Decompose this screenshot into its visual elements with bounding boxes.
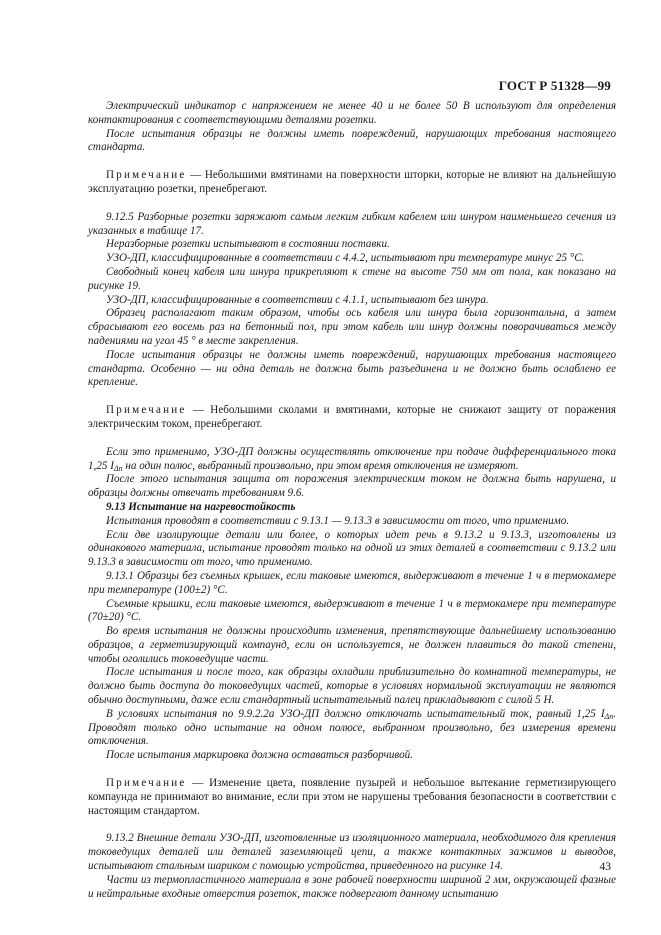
page-number: 43 — [599, 861, 611, 873]
paragraph: После этого испытания защита от поражения электрическим током не должна быть нарушена, и образцы должны отвечать требованиям 9.6. — [88, 473, 616, 500]
text-run: В условиях испытания по 9.9.2.2а УЗО-ДП должно отключать испытательный ток, равный 1,25 I — [106, 707, 605, 720]
paragraph: После испытания и после того, как образцы охладили приблизительно до комнатной температуры, не должно быть доступа до токоведущих частей, которые в условиях нормальной эксплуатации не являются обычно доступными, даже если стандартный испытательный палец прикладывают с силой 5 Н. — [88, 666, 616, 707]
text-run: . Проводят только одно испытание на одном полюсе, выбранном произвольно, без измерения времени отключения. — [88, 707, 616, 748]
paragraph: Части из термопластичного материала в зоне рабочей поверхности шириной 2 мм, окружающей фазные и нейтральные входные отверстия розеток, также подвергают данному испытанию — [88, 873, 616, 900]
paragraph — [88, 446, 616, 474]
note-label: Примечание — [106, 404, 187, 417]
page-body — [88, 100, 616, 901]
note-text: — Изменение цвета, появление пузырей и небольшое вытекание герметизирующего компаунда не принимают во внимание, если при этом не нарушены требования безопасности в соответствии с настоящим стандартом. — [88, 777, 616, 817]
paragraph: Испытания проводят в соответствии с 9.13.1 — 9.13.3 в зависимости от того, что применимо. — [106, 514, 570, 527]
paragraph: Во время испытания не должны происходить изменения, препятствующие дальнейшему использованию образцов, а герметизирующий компаунд, если он используется, не должен плавиться до такой степени, чтобы оголились токоведущие части. — [88, 625, 616, 665]
note-paragraph — [88, 404, 616, 432]
note-text: — Небольшими вмятинами на поверхности шторки, которые не влияют на дальнейшую эксплуатацию розетки, пренебрегают. — [88, 169, 616, 195]
text-run: на один полюс, выбранный произвольно, при этом время отключения не измеряют. — [122, 459, 519, 472]
note-label: Примечание — [106, 169, 187, 182]
paragraph: УЗО-ДП, классифицированные в соответствии с 4.1.1, испытывают без шнура. — [106, 293, 489, 306]
text-run: Если это применимо, УЗО-ДП должны осуществлять отключение при подаче дифференциального тока 1,25 I — [88, 445, 616, 472]
paragraph: Образец располагают таким образом, чтобы ось кабеля или шнура была горизонтальна, а затем сбрасывают его восемь раз на бетонный пол, при этом кабель или шнур должны поворачиваться между падениями на угол 45 ° в месте закрепления. — [88, 307, 616, 347]
paragraph: Съемные крышки, если таковые имеются, выдерживают в течение 1 ч в термокамере при температуре (70±20) °С. — [88, 597, 616, 624]
paragraph: После испытания маркировка должна оставаться разборчивой. — [106, 749, 413, 762]
note-paragraph — [88, 169, 616, 197]
paragraph: Если две изолирующие детали или более, о которых идет речь в 9.13.2 и 9.13.3, изготовлены из одинакового материала, испытание проводят только на одной из этих деталей в соответствии с 9.13.2 или 9.13.3 в зависимости от того, что применимо. — [88, 528, 616, 569]
paragraph — [88, 708, 616, 749]
note-label: Примечание — [106, 777, 187, 790]
document-header: ГОСТ Р 51328—99 — [498, 78, 611, 93]
paragraph: 9.13.2 Внешние детали УЗО-ДП, изготовленные из изоляционного материала, необходимого для крепления токоведущих деталей или деталей заземляющей цепи, а также контактных зажимов и выводов, испытывают стальным шариком с помощью устройства, приведенного на рисунке 14. — [88, 832, 616, 873]
subscript: Δn — [604, 711, 614, 721]
paragraph: После испытания образцы не должны иметь повреждений, нарушающих требования настоящего стандарта. Особенно — ни одна деталь не должна быть разъединена и не должно быть ослаблено ее крепление. — [88, 348, 616, 389]
paragraph: Электрический индикатор с напряжением не менее 40 и не более 50 В используют для определения контактирования с соответствующими деталями розетки. — [88, 100, 616, 126]
paragraph: Свободный конец кабеля или шнура прикрепляют к стене на высоте 750 мм от пола, как показано на рисунке 19. — [88, 265, 616, 292]
paragraph: После испытания образцы не должны иметь повреждений, нарушающих требования настоящего стандарта. — [88, 127, 616, 154]
paragraph: Неразборные розетки испытывают в состоянии поставки. — [106, 238, 390, 251]
paragraph: УЗО-ДП, классифицированные в соответствии с 4.4.2, испытывают при температуре минус 25 °С. — [106, 252, 585, 265]
note-paragraph — [88, 777, 616, 818]
section-heading: 9.13 Испытание на нагревостойкость — [106, 500, 296, 513]
subscript: Δn — [113, 463, 123, 473]
note-text: — Небольшими сколами и вмятинами, которые не снижают защиту от поражения электрическим током, пренебрегают. — [88, 404, 616, 430]
paragraph: 9.13.1 Образцы без съемных крышек, если таковые имеются, выдерживают в течение 1 ч в термокамере при температуре (100±2) °С. — [88, 569, 616, 596]
paragraph: 9.12.5 Разборные розетки заряжают самым легким гибким кабелем или шнуром наименьшего сечения из указанных в таблице 17. — [88, 210, 616, 237]
